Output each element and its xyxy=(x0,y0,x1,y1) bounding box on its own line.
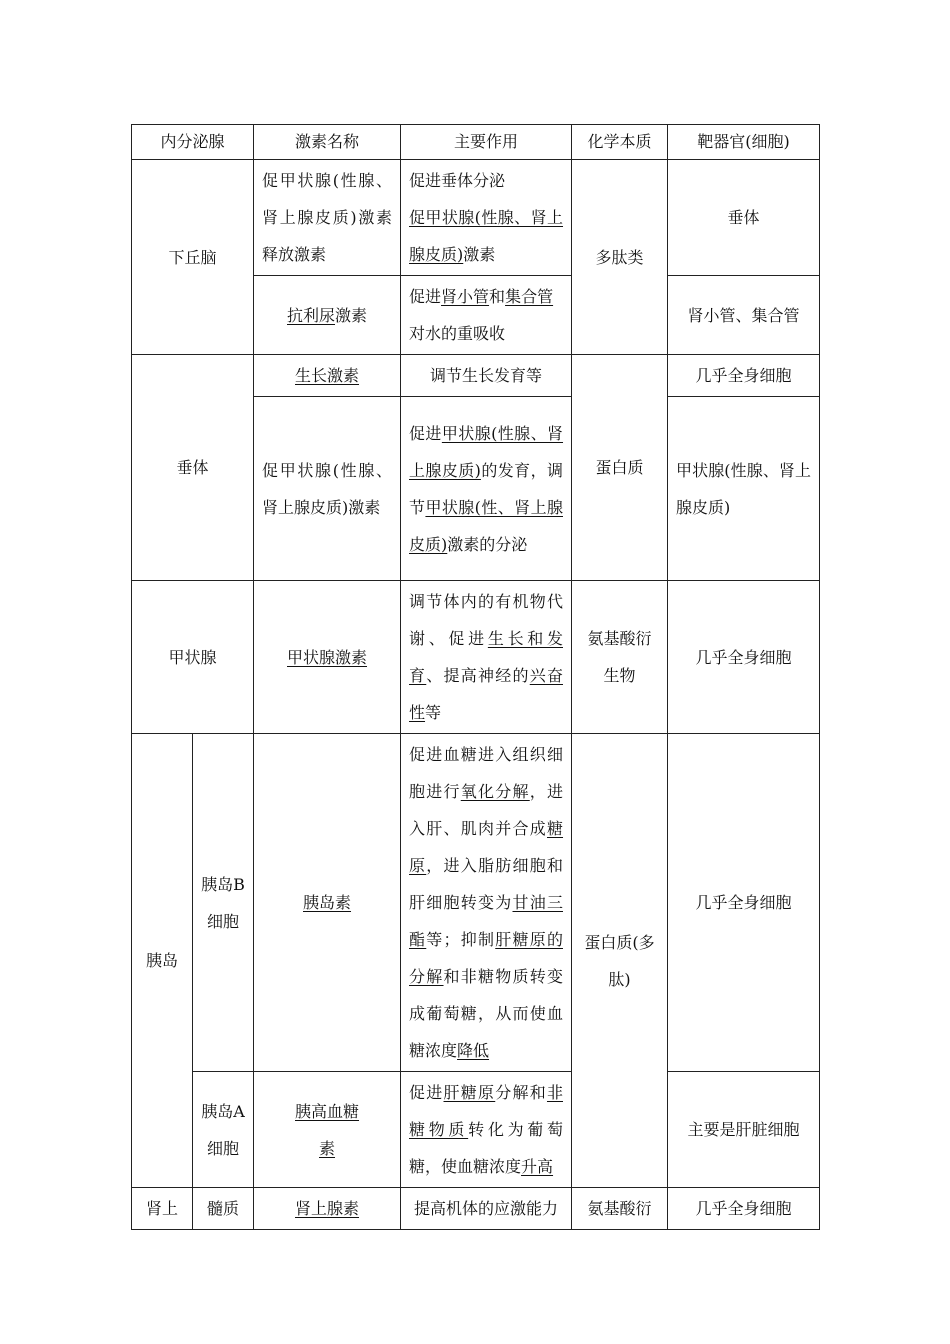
header-function: 主要作用 xyxy=(401,125,572,160)
header-chemistry: 化学本质 xyxy=(572,125,668,160)
hormone-name: 促甲状腺(性腺、肾上腺皮质)激素释放激素 xyxy=(254,160,401,276)
table-row xyxy=(132,1072,820,1188)
target-cell: 主要是肝脏细胞 xyxy=(668,1072,820,1188)
hormone-function: 促进肝糖原分解和非糖物质转化为葡萄糖，使血糖浓度升高 xyxy=(401,1072,572,1188)
header-gland: 内分泌腺 xyxy=(132,125,254,160)
hormone-name: 促甲状腺(性腺、肾上腺皮质)激素 xyxy=(254,397,401,581)
hormone-function: 促进甲状腺(性腺、肾上腺皮质)的发育，调节甲状腺(性、肾上腺皮质)激素的分泌 xyxy=(401,397,572,581)
target-cell: 几乎全身细胞 xyxy=(668,355,820,397)
hormone-name: 肾上腺素 xyxy=(254,1188,401,1230)
hormone-name: 甲状腺激素 xyxy=(254,581,401,734)
header-target: 靶器官(细胞) xyxy=(668,125,820,160)
hormone-name: 胰高血糖素 xyxy=(254,1072,401,1188)
hormone-function: 提高机体的应激能力 xyxy=(401,1188,572,1230)
table-row xyxy=(132,355,820,397)
target-cell: 几乎全身细胞 xyxy=(668,1188,820,1230)
hormone-name: 胰岛素 xyxy=(254,734,401,1072)
endocrine-table xyxy=(131,124,820,1230)
target-cell: 几乎全身细胞 xyxy=(668,734,820,1072)
target-cell: 肾小管、集合管 xyxy=(668,276,820,355)
table-row xyxy=(132,581,820,734)
hormone-function: 促进肾小管和集合管 对水的重吸收 xyxy=(401,276,572,355)
gland-pancreas: 胰岛 xyxy=(132,734,193,1188)
gland-thyroid: 甲状腺 xyxy=(132,581,254,734)
target-cell: 垂体 xyxy=(668,160,820,276)
target-cell: 甲状腺(性腺、肾上腺皮质) xyxy=(668,397,820,581)
hormone-function: 促进垂体分泌 促甲状腺(性腺、肾上腺皮质)激素 xyxy=(401,160,572,276)
header-row xyxy=(132,125,820,160)
hormone-function: 调节生长发育等 xyxy=(401,355,572,397)
gland-adrenal: 肾上 xyxy=(132,1188,193,1230)
chemistry-pituitary: 蛋白质 xyxy=(572,355,668,581)
table-row xyxy=(132,160,820,276)
hormone-name: 抗利尿激素 xyxy=(254,276,401,355)
header-name: 激素名称 xyxy=(254,125,401,160)
chemistry-hypothalamus: 多肽类 xyxy=(572,160,668,355)
hormone-name: 生长激素 xyxy=(254,355,401,397)
cell-type: 胰岛A细胞 xyxy=(193,1072,254,1188)
chemistry-adrenal: 氨基酸衍 xyxy=(572,1188,668,1230)
cell-type: 胰岛B细胞 xyxy=(193,734,254,1072)
target-cell: 几乎全身细胞 xyxy=(668,581,820,734)
hormone-function: 促进血糖进入组织细胞进行氧化分解，进入肝、肌肉并合成糖原，进入脂肪细胞和肝细胞转变为甘油三酯等；抑制肝糖原的分解和非糖物质转变成葡萄糖，从而使血糖浓度降低 xyxy=(401,734,572,1072)
chemistry-pancreas: 蛋白质(多肽) xyxy=(572,734,668,1188)
gland-hypothalamus: 下丘脑 xyxy=(132,160,254,355)
table-row xyxy=(132,734,820,1072)
table-row xyxy=(132,1188,820,1230)
hormone-function: 调节体内的有机物代谢、促进生长和发育、提高神经的兴奋性等 xyxy=(401,581,572,734)
gland-pituitary: 垂体 xyxy=(132,355,254,581)
cell-type: 髓质 xyxy=(193,1188,254,1230)
chemistry-thyroid: 氨基酸衍生物 xyxy=(572,581,668,734)
